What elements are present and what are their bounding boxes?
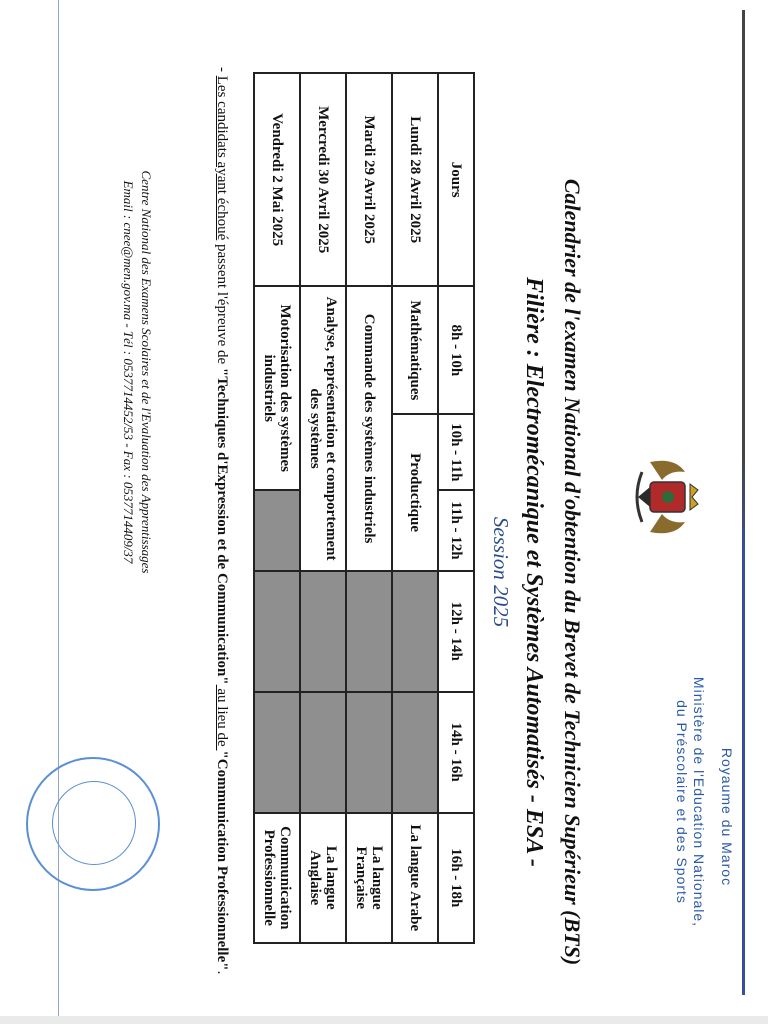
stamp-inner-ring [52,781,136,865]
footer-organization: Centre National des Examens Scolaires et de l'Evaluation des Apprentissages [139,170,154,574]
note-dash: - [214,67,230,76]
blocked-slot [254,490,300,571]
royal-emblem-icon [630,452,710,542]
blocked-slot [346,692,392,813]
blocked-slot [254,571,300,692]
table-header-row [438,73,474,943]
footer-contact: Email : cnee@men.gov.ma - Tél : 0537714452/53 - Fax : 0537714409/37 [121,180,136,564]
exam-cell: Mathématiques [392,286,438,414]
exam-cell: Productique [392,414,438,570]
exam-cell: Analyse, représentation et comportement des systèmes [300,286,346,570]
official-stamp [26,757,160,891]
rotated-document-page [25,12,745,1012]
note-tec-subject: "Techniques d'Expression et de Communication" [214,367,230,685]
header-8h-10h: 8h - 10h [438,286,474,414]
blocked-slot [346,571,392,692]
exam-schedule-table [253,72,475,944]
note-cp-subject: "Communication Professionnelle" [214,750,230,971]
document-title: Calendrier de l'examen National d'obtention du Brevet de Technicien Supérieur (BTS) [560,178,585,966]
header-10h-11h: 10h - 11h [438,414,474,490]
document-footer [119,112,155,632]
note-text-1: passent l'épreuve de [214,240,230,368]
exam-cell: La langue Arabe [392,813,438,943]
exam-cell: Communication Professionnelle [254,813,300,943]
table-row [300,73,346,943]
day-cell: Mercredi 30 Avril 2025 [300,73,346,286]
note-candidates: Les candidats ayant échoué [214,75,230,241]
kingdom-label: Royaume du Maroc [719,747,735,887]
exam-cell: Commande des systèmes industriels [346,286,392,570]
exam-note [213,67,230,997]
table-row [254,73,300,943]
session-label: Session 2025 [489,516,513,628]
header-16h-18h: 16h - 18h [438,813,474,943]
table-row [392,73,438,943]
header-12h-14h: 12h - 14h [438,571,474,692]
scan-edge-bottom [0,1016,768,1024]
header-jours: Jours [438,73,474,286]
blocked-slot [300,692,346,813]
exam-cell: Motorisation des systèmes industriels [254,286,300,490]
ministry-label [673,637,707,967]
header-14h-16h: 14h - 16h [438,692,474,813]
blocked-slot [392,571,438,692]
blocked-slot [254,692,300,813]
document-header [585,12,745,1012]
ministry-line-1: Ministère de l'Education Nationale, [691,676,707,928]
note-end: . [214,970,230,975]
note-instead-of: au lieu de [214,684,230,751]
header-11h-12h: 11h - 12h [438,490,474,571]
blocked-slot [300,571,346,692]
ministry-line-2: du Préscolaire et des Sports [674,700,690,904]
exam-cell: La langue Française [346,813,392,943]
day-cell: Lundi 28 Avril 2025 [392,73,438,286]
blocked-slot [392,692,438,813]
day-cell: Vendredi 2 Mai 2025 [254,73,300,286]
exam-cell: La langue Anglaise [300,813,346,943]
document-subtitle: Filière : Electromécanique et Systèmes Automatisés - ESA - [521,277,547,867]
table-row [346,73,392,943]
day-cell: Mardi 29 Avril 2025 [346,73,392,286]
